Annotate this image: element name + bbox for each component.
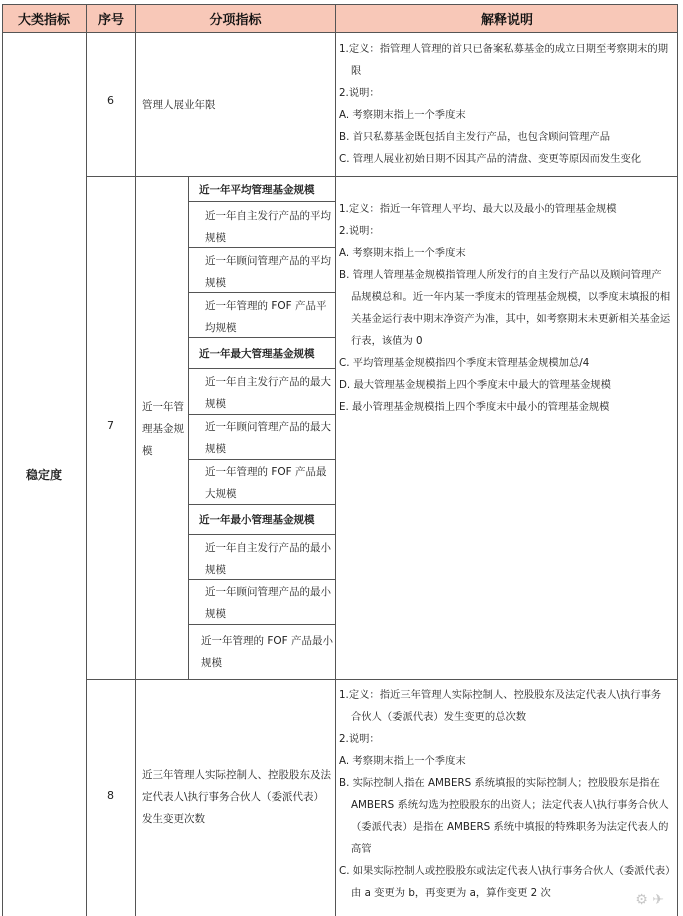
row7-exp-line: C. 平均管理基金规模指四个季度末管理基金规模加总/4 — [339, 357, 590, 369]
sub-indicator: 近一年最大管理基金规模 — [199, 348, 315, 360]
row6-name: 管理人展业年限 — [142, 99, 216, 111]
row7-name: 近一年管理基金规模 — [142, 401, 184, 457]
row7-exp-line: A. 考察期末指上一个季度末 — [339, 247, 466, 259]
row7-exp-line: 1.定义：指近一年管理人平均、最大以及最小的管理基金规模 — [339, 203, 617, 215]
row6-exp-line: C. 管理人展业初始日期不因其产品的清盘、变更等原因而发生变化 — [339, 153, 642, 165]
row7-explanation — [339, 198, 671, 418]
sub-indicator: 近一年顾问管理产品的平均规模 — [205, 255, 331, 289]
row7-seq: 7 — [107, 419, 114, 432]
row7-exp-line: B. 管理人管理基金规模指管理人所发行的自主发行产品以及顾问管理产品规模总和。近一年内某一季度末的管理基金规模，以季度末填报的相关基金运行表中期末净资产为准，其中，如考察期末未更新相关基金运行表，该值为 0 — [339, 269, 671, 347]
sub-indicator: 近一年最小管理基金规模 — [199, 514, 315, 526]
header-sub-indicator: 分项指标 — [136, 4, 335, 33]
sub-indicator: 近一年自主发行产品的平均规模 — [205, 210, 331, 244]
row8-seq: 8 — [107, 789, 114, 802]
sub-indicator: 近一年顾问管理产品的最小规模 — [205, 586, 331, 620]
row7-exp-line: E. 最小管理基金规模指上四个季度末中最小的管理基金规模 — [339, 401, 610, 413]
row8-exp-line: 1.定义：指近三年管理人实际控制人、控股股东及法定代表人\执行事务合伙人（委派代表）发生变更的总次数 — [339, 689, 662, 723]
sub-indicator: 近一年自主发行产品的最小规模 — [205, 542, 331, 576]
row8-exp-line: C. 如果实际控制人或控股股东或法定代表人\执行事务合伙人（委派代表）由 a 变更为 b，再变更为 a，算作变更 2 次 — [339, 865, 671, 899]
sub-indicator: 近一年管理的 FOF 产品最小规模 — [201, 635, 334, 669]
row7-exp-line: D. 最大管理基金规模指上四个季度末中最大的管理基金规模 — [339, 379, 611, 391]
row6-exp-line: B. 首只私募基金既包括自主发行产品，也包含顾问管理产品 — [339, 131, 611, 143]
sub-indicator: 近一年顾问管理产品的最大规模 — [205, 421, 331, 455]
watermark-icon: ⚙ ✈ — [635, 892, 664, 908]
row8-exp-line: 2.说明： — [339, 733, 380, 745]
header-explanation: 解释说明 — [336, 4, 678, 33]
row7-exp-line: 2.说明： — [339, 225, 380, 237]
sub-indicator: 近一年管理的 FOF 产品平均规模 — [205, 300, 327, 334]
row8-explanation — [339, 684, 671, 904]
row6-seq: 6 — [107, 94, 114, 107]
row8-exp-line: A. 考察期末指上一个季度末 — [339, 755, 466, 767]
row8-name: 近三年管理人实际控制人、控股股东及法定代表人\执行事务合伙人（委派代表）发生变更次数 — [142, 769, 331, 825]
header-category: 大类指标 — [2, 4, 86, 33]
row6-exp-line: A. 考察期末指上一个季度末 — [339, 109, 466, 121]
row6-explanation — [339, 38, 671, 170]
row6-exp-line: 1.定义：指管理人管理的首只已备案私募基金的成立日期至考察期末的期限 — [339, 43, 669, 77]
row6-exp-line: 2.说明： — [339, 87, 380, 99]
sub-indicator: 近一年自主发行产品的最大规模 — [205, 376, 331, 410]
category-stability: 稳定度 — [25, 468, 62, 482]
sub-indicator: 近一年平均管理基金规模 — [199, 184, 315, 196]
indicator-table — [2, 4, 678, 916]
header-seq: 序号 — [87, 4, 135, 33]
row8-exp-line: B. 实际控制人指在 AMBERS 系统填报的实际控制人；控股股东是指在 AMBERS 系统勾选为控股股东的出资人；法定代表人\执行事务合伙人（委派代表）是指在 AMBERS 系统中填报的特殊职务为法定代表人的高管 — [339, 777, 669, 855]
sub-indicator: 近一年管理的 FOF 产品最大规模 — [205, 466, 327, 500]
